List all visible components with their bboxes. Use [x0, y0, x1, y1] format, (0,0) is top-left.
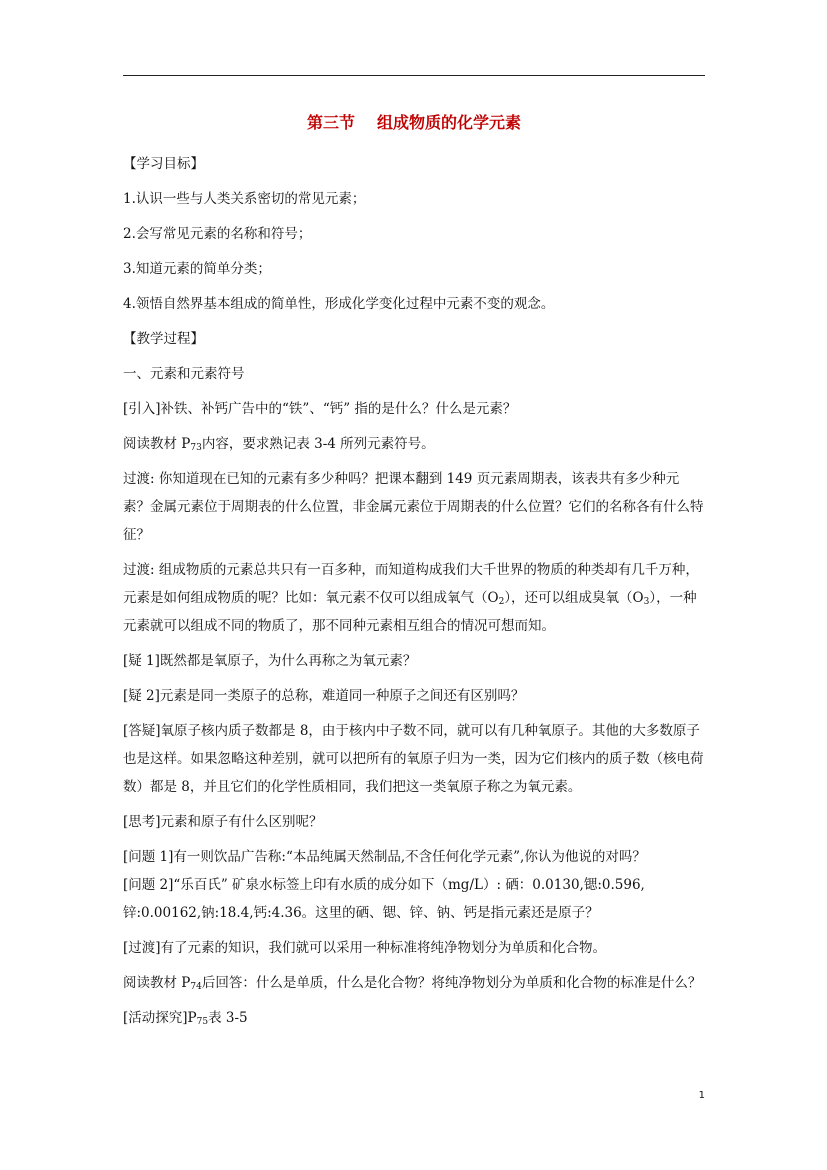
section-title: 组成物质的化学元素	[377, 113, 522, 132]
objectives-heading: 【学习目标】	[123, 156, 204, 172]
page-number: 1	[698, 1090, 705, 1101]
read-instruction-1: 阅读教材 $P_{73}$内容，要求熟记表 3-4 所列元素符号。	[123, 436, 435, 453]
transition-paragraph-3: [过渡]有了元素的知识，我们就可以采用一种标准将纯净物划分为单质和化合物。	[123, 940, 607, 956]
answer-paragraph: [答疑]氧原子核内质子数都是 8，由于核内中子数不同，就可以有几种氧原子。其他的大多数原子也是这样。如果忽略这种差别，就可以把所有的氧原子归为一类，因为它们核内的质子数（核电荷数）都是 8，并且它们的化学性质相同，我们把这一类氧原子称之为氧元素。	[123, 723, 704, 795]
transition-paragraph-1: 过渡: 你知道现在已知的元素有多少种吗？把课本翻到 149 页元素周期表，该表共有多少种元素？金属元素位于周期表的什么位置，非金属元素位于周期表的什么位置？它们的名称各有什么特征？	[123, 471, 704, 543]
objective-item: 3.知道元素的简单分类；	[123, 261, 271, 277]
process-subheading: 一、元素和元素符号	[123, 366, 245, 382]
objective-item: 4.领悟自然界基本组成的简单性，形成化学变化过程中元素不变的观念。	[123, 296, 555, 312]
objective-item: 1.认识一些与人类关系密切的常见元素；	[123, 191, 366, 207]
activity-paragraph: [活动探究]$P_{75}$表 3-5	[123, 1010, 248, 1027]
document-page	[123, 112, 705, 1039]
objective-item: 2.会写常见元素的名称和符号；	[123, 226, 312, 242]
question-1: [疑 1]既然都是氧原子，为什么再称之为氧元素？	[123, 653, 417, 669]
page-title	[123, 112, 705, 134]
transition-paragraph-2: 过渡: 组成物质的元素总共只有一百多种，而知道构成我们大千世界的物质的种类却有几千万种，元素是如何组成物质的呢？比如：氧元素不仅可以组成氧气$(O_2)$，还可以组成臭氧$(O_3)$，一种元素就可以组成不同的物质了，那不同种元素相互组合的情况可想而知。	[123, 562, 699, 634]
question-2: [疑 2]元素是同一类原子的总称，难道同一种原子之间还有区别吗？	[123, 688, 525, 704]
intro-paragraph: [引入]补铁、补钙广告中的“铁”、“钙” 指的是什么？什么是元素？	[123, 401, 517, 417]
think-paragraph: [思考]元素和原子有什么区别呢？	[123, 814, 323, 830]
header-rule	[123, 75, 705, 76]
read-instruction-2: 阅读教材 $P_{74}$后回答：什么是单质，什么是化合物？将纯净物划分为单质和化合物的标准是什么？	[123, 975, 702, 992]
section-number: 第三节	[306, 113, 355, 132]
problem-2: [问题 2]“乐百氏” 矿泉水标签上印有水质的成分如下（mg/L）: 硒：0.0130,锶:0.596,锌:0.00162,钠:18.4,钙:4.36。这里的硒、锶、锌、钠、钙是指元素还是原子？	[123, 877, 645, 921]
process-heading: 【教学过程】	[123, 331, 204, 347]
problem-1: [问题 1]有一则饮品广告称:“本品纯属天然制品,不含任何化学元素”,你认为他说的对吗？	[123, 849, 646, 865]
